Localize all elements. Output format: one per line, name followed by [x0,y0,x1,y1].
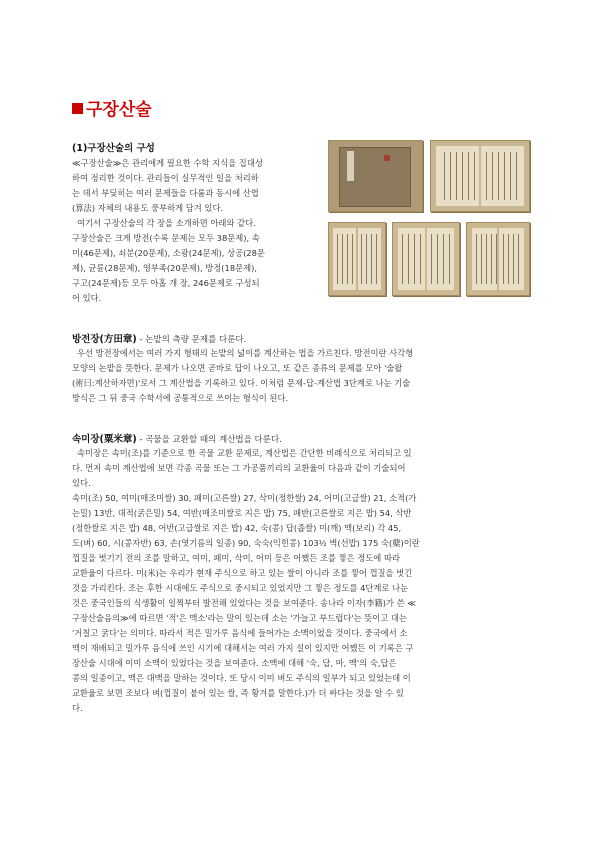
section2-heading [72,331,246,345]
section3-line: 다. [72,703,83,713]
page-photo-2 [392,222,460,296]
section3-line: 속미(조) 50, 여미(매조미쌀) 30, 패미(고른쌀) 27, 삭미(정한쌀) 24, 어미(고급쌀) 21, 소적(가 [72,493,417,503]
section3-line: 는밀) 13반, 대적(굵은밀) 54, 여반(매조미쌀로 지은 밥) 75, 패반(고른쌀로 지은 밥) 54, 삭반 [72,508,412,518]
page-photo-3 [466,222,530,296]
book-cover-photo [328,140,423,212]
section3-heading [72,431,282,445]
section3-line: 것은 중국인들의 식생활이 일찍부터 발전해 있었다는 것을 보여준다. 송나라 이자(李籍)가 쓴 ≪ [72,598,416,608]
section3-line: '거칠고 굵다'는 의미다. 따라서 적은 밀가루 음식에 들어가는 소맥이었을 것이다. 중국에서 소 [72,628,408,638]
section2-line: 방식은 그 뒤 중국 수학서에 공통적으로 쓰이는 형식이 된다. [72,393,289,403]
section1-line: ≪구장산술≫은 관리에게 필요한 수학 지식을 집대성 [72,158,263,168]
section2-body [72,346,532,406]
section1-line: (算法) 자체의 내용도 풍부하게 담겨 있다. [72,203,224,213]
section3-line: 교환율이 다르다. 미(米)는 우리가 현재 주식으로 하고 있는 쌀이 아니라 조를 찧어 껍질을 벗긴 [72,568,413,578]
section3-title: 속미장(粟米章) [72,434,137,445]
section3-line: 도(벼) 60, 시(콩자반) 63, 손(엿기름의 일종) 90, 숙숙(익힌콩) 103½ 벽(선밥) 175 숙(糵)이란 [72,538,420,548]
section3-description: - 곡물을 교환할 때의 계산법을 다룬다. [136,435,282,445]
section1-body [72,156,327,306]
open-book-photo [430,140,530,212]
section3-line: 장산술 시대에 이미 소맥이 있었다는 것을 보여준다. 소맥에 대해 '숙, 답, 마, 맥'의 숙,답은 [72,658,397,668]
section1-line: 구고(24문제)등 모두 아홉 개 장, 246문제로 구성되 [72,278,260,288]
section2-line: (術曰:계산하자면)'로서 그 계산법을 기록하고 있다. 이처럼 문제-답-계산법 3단계로 나눈 기술 [72,378,411,388]
section3-line: 콩의 일종이고, 맥은 대맥을 말하는 것이다. 또 당시 이미 벼도 주식의 일부가 되고 있었는데 이 [72,673,411,683]
section3-line: 다. 먼저 속미 계산법에 보면 각종 곡물 또는 그 가공품끼리의 교환율이 다음과 같이 기술되어 [72,463,406,473]
section1-line: 구장산술은 크게 방전(수록 문제는 모두 38문제), 속 [72,233,260,243]
section1-heading: (1)구장산술의 구성 [72,143,155,154]
section1-line: 제), 균륜(28문제), 영부족(20문제), 방정(18문제), [72,263,258,273]
section1-line: 미(46문제), 쇠분(20문제), 소광(24문제), 상공(28문 [72,248,265,258]
section3-line: 맥이 재배되고 밀가루 음식에 쓰인 시기에 대해서는 여러 가지 설이 있지만 어쨌든 이 기록은 구 [72,643,414,653]
page-photo-1 [328,222,386,296]
title-marker-icon [72,103,83,114]
section3-line: 것을 가리킨다. 조는 후한 시대에도 주식으로 중시되고 있었지만 그 찧은 정도를 4단계로 나눈 [72,583,409,593]
section3-line: (정한쌀로 지은 밥) 48, 어반(고급쌀로 지은 밥) 42, 숙(콩) 답(좁쌀) 미(깨) 맥(보리) 각 45, [72,523,402,533]
section1-line: 어 있다. [72,293,102,303]
section3-line: 껍질을 벗기기 전의 조를 말하고, 여미, 패미, 삭미, 어미 등은 어쨌든 조를 찧은 정도에 따라 [72,553,400,563]
section3-line: 교환율로 보면 조보다 벼(껍질이 붙어 있는 쌀, 즉 황겨를 말한다.)가 더 싸다는 것을 알 수 있 [72,688,404,698]
section1-line: 하여 정리한 것이다. 관리들이 실무적인 일을 처리하 [72,173,259,183]
section3-line: 구장산술음의≫에 따르면 '적'은 맥소'라는 말이 있는데 소는 '가늘고 부드럽다'는 뜻이고 대는 [72,613,407,623]
section3-line: 있다. [72,478,91,488]
section2-title: 방전장(方田章) [72,334,137,345]
section2-line: 모양의 논밭을 뜻한다. 문제가 나오면 곧바로 답이 나오고, 또 같은 종류의 문제를 모아 '술왈 [72,363,403,373]
section3-body [72,446,532,716]
page-title-text: 구장산술 [86,100,152,120]
section1-line: 여기서 구장산술의 각 장을 소개하면 아래와 같다. [77,218,256,228]
section2-description: - 논밭의 측량 문제를 다룬다. [136,335,247,345]
book-photos [328,140,528,300]
section2-line: 우선 방전장에서는 여러 가지 형태의 논밭의 넓이를 계산하는 법을 가르친다. 방전이란 사각형 [77,348,414,358]
section1-line: 는 데서 부딪히는 여러 문제들을 다룸과 동시에 산법 [72,188,259,198]
section3-line: 속미장은 속미(조)를 기준으로 한 곡물 교환 문제로, 계산법은 간단한 비례식으로 처리되고 있 [77,448,412,458]
page-title [72,95,152,120]
